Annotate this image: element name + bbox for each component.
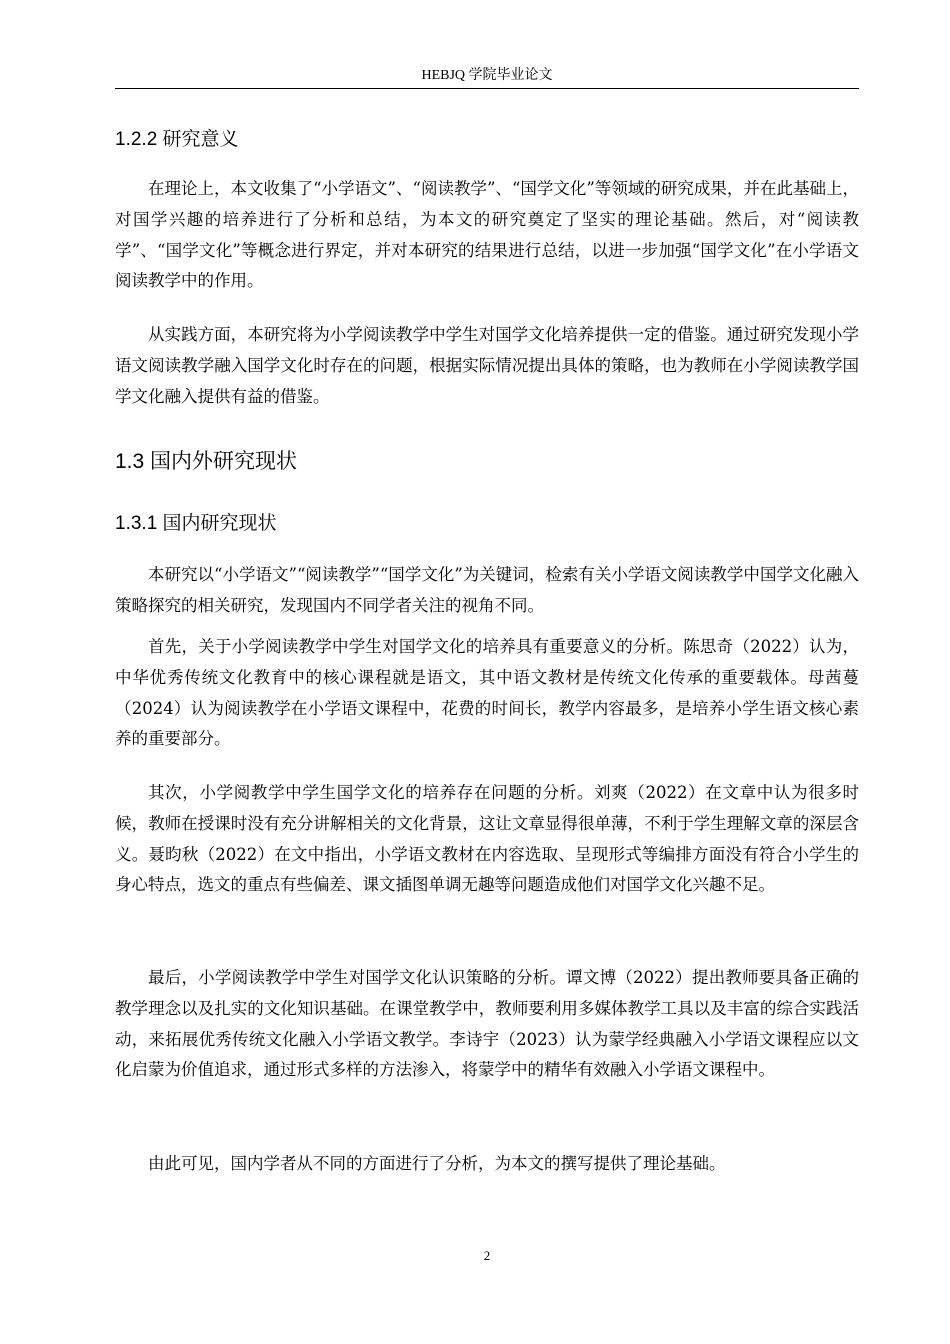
paragraph: 在理论上，本文收集了“小学语文”、“阅读教学”、“国学文化”等领域的研究成果，并在此基础上，对国学兴趣的培养进行了分析和总结，为本文的研究奠定了坚实的理论基础。然后，对“阅读教学”、“国学文化”等概念进行界定，并对本研究的结果进行总结，以进一步加强“国学文化”在小学语文阅读教学中的作用。	[115, 179, 859, 291]
section-heading-1-3: 1.3 国内外研究现状	[115, 450, 298, 473]
section-heading-1-2-2: 1.2.2 研究意义	[115, 129, 239, 150]
paragraph: 最后，小学阅读教学中学生对国学文化认识策略的分析。谭文博（2022）提出教师要具备正确的教学理念以及扎实的文化知识基础。在课堂教学中，教师要利用多媒体教学工具以及丰富的综合实践活动，来拓展优秀传统文化融入小学语文教学。李诗宇（2023）认为蒙学经典融入小学语文课程应以文化启蒙为价值追求，通过形式多样的方法渗入，将蒙学中的精华有效融入小学语文课程中。	[115, 968, 859, 1080]
header-divider	[115, 88, 859, 89]
section-heading-1-3-1: 1.3.1 国内研究现状	[115, 513, 277, 534]
paragraph: 由此可见，国内学者从不同的方面进行了分析，为本文的撰写提供了理论基础。	[148, 1154, 726, 1173]
page-header: HEBJQ 学院毕业论文	[421, 68, 553, 83]
paragraph: 本研究以“小学语文”“阅读教学”“国学文化”为关键词，检索有关小学语文阅读教学中国学文化融入策略探究的相关研究，发现国内不同学者关注的视角不同。	[115, 565, 859, 615]
paragraph: 其次，小学阅教学中学生国学文化的培养存在问题的分析。刘爽（2022）在文章中认为很多时候，教师在授课时没有充分讲解相关的文化背景，这让文章显得很单薄，不利于学生理解文章的深层含义。聂昀秋（2022）在文中指出，小学语文教材在内容选取、呈现形式等编排方面没有符合小学生的身心特点，选文的重点有些偏差、课文插图单调无趣等问题造成他们对国学文化兴趣不足。	[115, 783, 859, 895]
paragraph: 首先，关于小学阅读教学中学生对国学文化的培养具有重要意义的分析。陈思奇（2022）认为，中华优秀传统文化教育中的核心课程就是语文，其中语文教材是传统文化传承的重要载体。母茜蔓（2024）认为阅读教学在小学语文课程中，花费的时间长，教学内容最多，是培养小学生语文核心素养的重要部分。	[115, 637, 859, 749]
page-number: 2	[483, 1248, 491, 1263]
paragraph: 从实践方面，本研究将为小学阅读教学中学生对国学文化培养提供一定的借鉴。通过研究发现小学语文阅读教学融入国学文化时存在的问题，根据实际情况提出具体的策略，也为教师在小学阅读教学国学文化融入提供有益的借鉴。	[115, 325, 859, 406]
